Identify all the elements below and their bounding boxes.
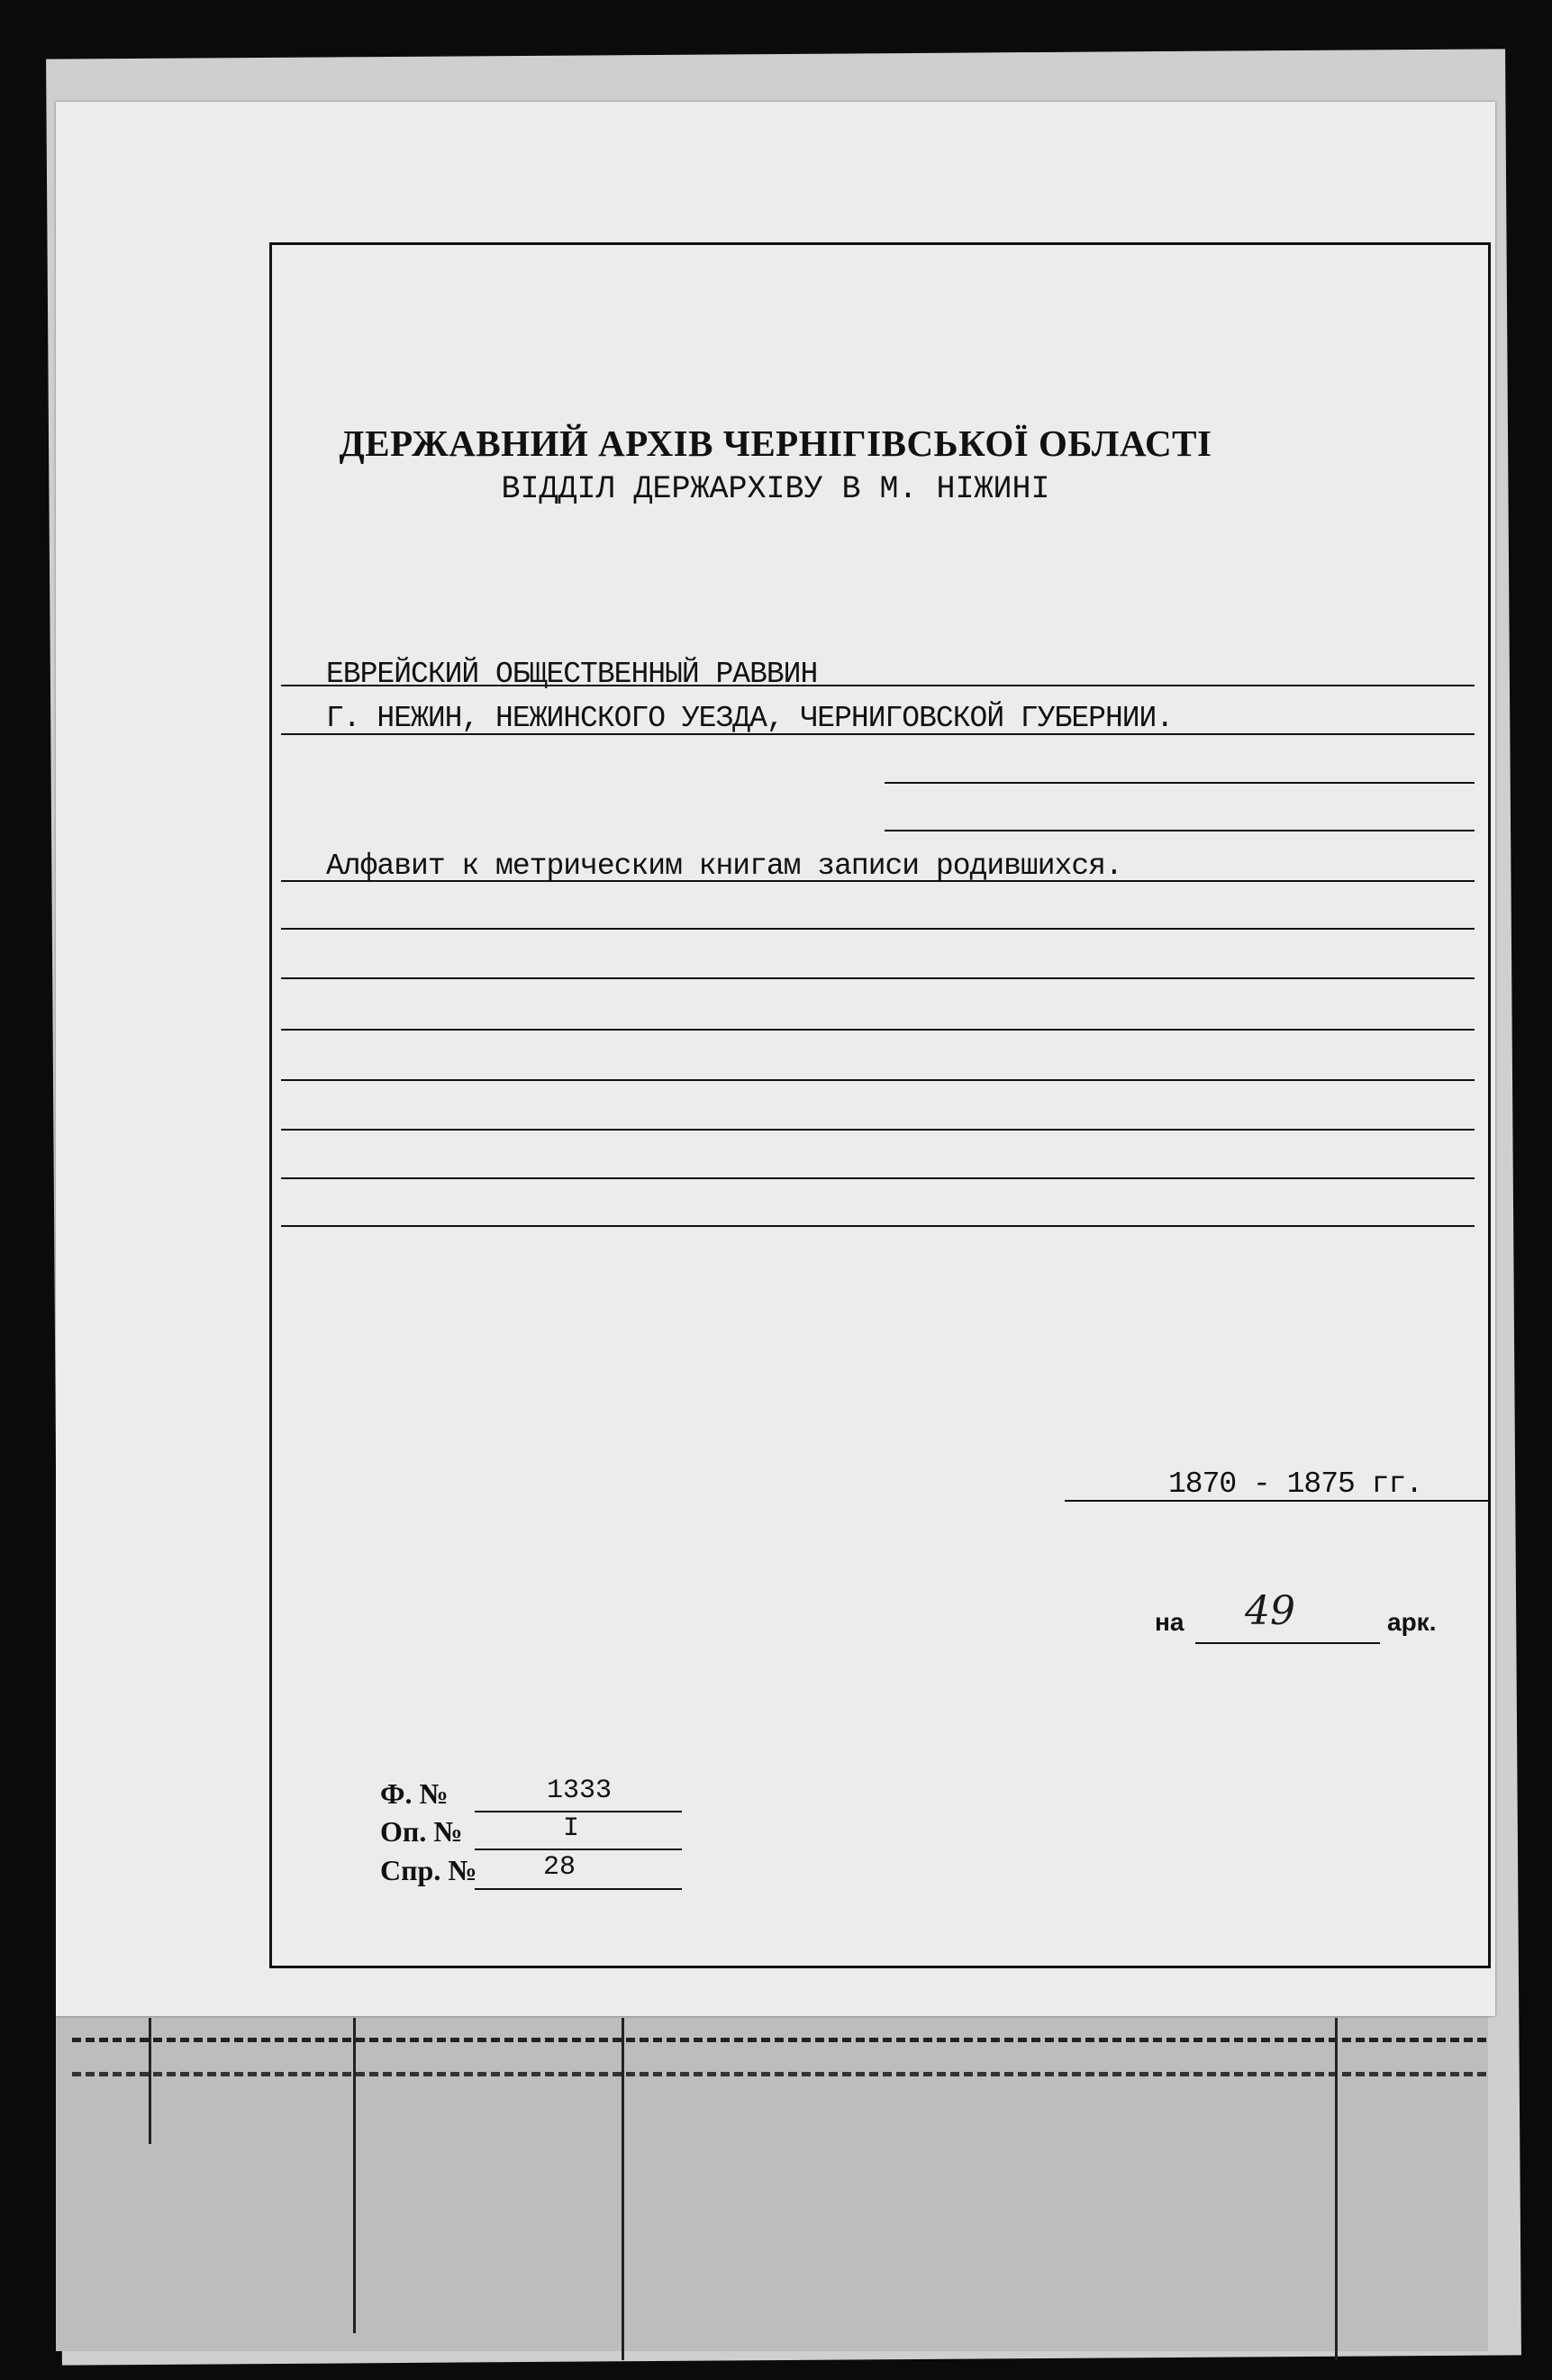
perforation-line-2: [72, 2072, 1486, 2076]
rule: [281, 1225, 1475, 1227]
rule: [281, 1029, 1475, 1031]
rule: [281, 1079, 1475, 1081]
rule: [475, 1811, 682, 1812]
rule: [281, 977, 1475, 979]
case-description: Алфавит к метрическим книгам записи родившихся.: [326, 849, 1122, 883]
archive-title: ДЕРЖАВНИЙ АРХІВ ЧЕРНІГІВСЬКОЇ ОБЛАСТІ: [339, 422, 1212, 464]
binding-mark: [353, 2018, 356, 2333]
rule: [885, 782, 1475, 784]
rule: [281, 685, 1475, 686]
rule: [281, 733, 1475, 735]
rule: [475, 1849, 682, 1850]
rule: [475, 1888, 682, 1890]
rule: [885, 830, 1475, 831]
binding-mark: [149, 2018, 151, 2144]
fond-label: Ф. №: [380, 1777, 449, 1810]
rule: [281, 1177, 1475, 1179]
binding-mark: [1335, 2018, 1338, 2360]
fund-name-line2: Г. НЕЖИН, НЕЖИНСКОГО УЕЗДА, ЧЕРНИГОВСКОЙ ГУБЕРНИИ.: [326, 702, 1174, 735]
sprava-label: Спр. №: [380, 1854, 477, 1886]
fund-name-line1: ЕВРЕЙСКИЙ ОБЩЕСТВЕННЫЙ РАВВИН: [326, 658, 818, 691]
sheets-prefix: на: [1155, 1608, 1184, 1636]
rule: [281, 1129, 1475, 1131]
fond-value: 1333: [547, 1776, 613, 1806]
perforation-line: [72, 2038, 1486, 2042]
sheets-count-handwritten: 49: [1245, 1588, 1295, 1634]
cover-sheet: [56, 102, 1495, 2016]
folder-bottom: [56, 2009, 1488, 2351]
rule: [281, 880, 1475, 882]
binding-mark: [622, 2018, 624, 2360]
rule: [281, 928, 1475, 930]
date-range: 1870 - 1875 гг.: [1168, 1467, 1423, 1501]
opis-value: I: [563, 1813, 580, 1844]
archive-subtitle: ВІДДІЛ ДЕРЖАРХІВУ В М. НІЖИНІ: [501, 471, 1050, 507]
rule: [1065, 1500, 1488, 1502]
sheets-suffix: арк.: [1387, 1608, 1437, 1636]
sprava-value: 28: [543, 1852, 576, 1883]
rule: [1195, 1642, 1380, 1644]
opis-label: Оп. №: [380, 1815, 463, 1848]
